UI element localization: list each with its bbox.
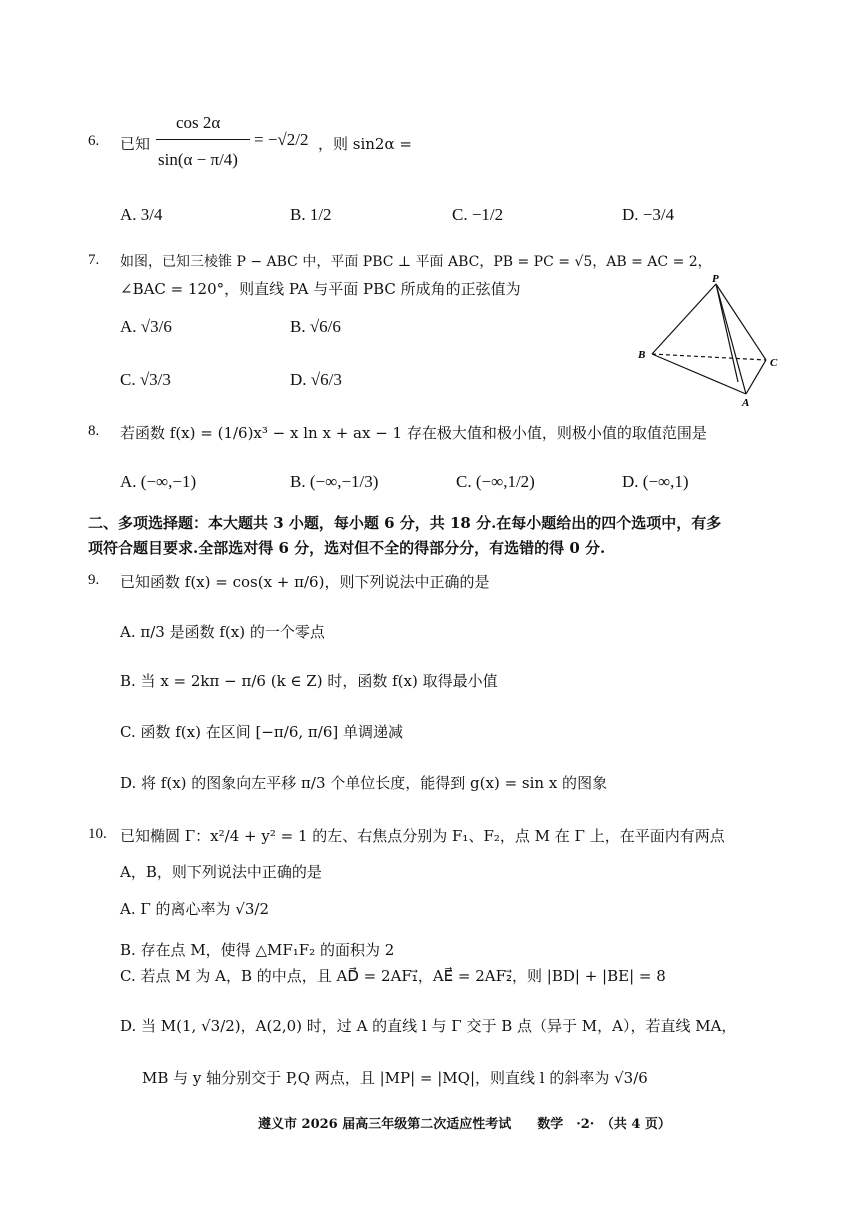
edge-pa: [716, 284, 746, 394]
q8-stem: 若函数 f(x) = (1/6)x³ − x ln x + ax − 1 存在极大值和极小值，则极小值的取值范围是: [120, 424, 707, 442]
q7-stem-line-2: ∠BAC = 120°，则直线 PA 与平面 PBC 所成角的正弦值为: [120, 280, 521, 298]
q6-fraction-denominator: sin(α − π/4): [158, 150, 238, 169]
q10-stem-line-1: 已知椭圆 Γ：x²/4 + y² = 1 的左、右焦点分别为 F₁、F₂，点 M 在 Γ 上，在平面内有两点: [120, 827, 725, 845]
q10-option-a: A. Γ 的离心率为 √3/2: [120, 900, 270, 918]
q7-number: 7.: [88, 252, 100, 268]
label-p: P: [712, 273, 719, 285]
label-b: B: [638, 349, 646, 361]
edge-pb: [652, 284, 716, 354]
pyramid-figure: [630, 272, 790, 412]
q6-rhs: = −√2/2: [254, 130, 309, 149]
q7-option-d: D. √6/3: [290, 370, 342, 389]
q10-stem-line-2: A，B，则下列说法中正确的是: [120, 863, 322, 881]
q9-option-b: B. 当 x = 2kπ − π/6 (k ∈ Z) 时，函数 f(x) 取得最小值: [120, 672, 498, 690]
q10-option-d-continued: MB 与 y 轴分别交于 P,Q 两点，且 |MP| = |MQ|，则直线 l 的斜率为 √3/6: [142, 1069, 648, 1087]
q6-stem-pre: 已知: [120, 135, 151, 153]
q9-option-c: C. 函数 f(x) 在区间 [−π/6, π/6] 单调递减: [120, 723, 403, 741]
page-footer: 遵义市 2026 届高三年级第二次适应性考试 数学 ·2· （共 4 页）: [258, 1117, 671, 1132]
edge-pc: [716, 284, 766, 360]
q6-stem-post: ，则 sin2α =: [318, 135, 412, 153]
q6-number: 6.: [88, 133, 100, 149]
q8-option-d: D. (−∞,1): [622, 472, 689, 491]
q6-fraction-bar: [156, 139, 250, 140]
q9-option-a: A. π/3 是函数 f(x) 的一个零点: [120, 623, 325, 641]
section-2-line-1: 二、多项选择题：本大题共 3 小题，每小题 6 分，共 18 分.在每小题给出的四个选项中，有多: [88, 514, 722, 532]
label-c: C: [770, 357, 778, 369]
section-2-line-2: 项符合题目要求.全部选对得 6 分，选对但不全的得部分分，有选错的得 0 分.: [88, 539, 606, 557]
q9-stem: 已知函数 f(x) = cos(x + π/6)，则下列说法中正确的是: [120, 573, 490, 591]
q10-option-b: B. 存在点 M，使得 △MF₁F₂ 的面积为 2: [120, 941, 395, 959]
q10-option-c: C. 若点 M 为 A，B 的中点，且 AD⃗ = 2AF₁⃗，AE⃗ = 2AF₂⃗，则 |BD| + |BE| = 8: [120, 967, 666, 985]
q6-fraction-numerator: cos 2α: [176, 113, 221, 132]
q8-option-b: B. (−∞,−1/3): [290, 472, 379, 491]
q6-option-a: A. 3/4: [120, 205, 163, 224]
edge-ca: [746, 360, 766, 394]
edge-p-foot: [716, 284, 738, 382]
q7-stem-line-1: 如图，已知三棱锥 P − ABC 中，平面 PBC ⊥ 平面 ABC，PB = PC = √5，AB = AC = 2，: [120, 254, 712, 270]
edge-bc-hidden: [652, 354, 766, 360]
q10-option-d: D. 当 M(1, √3/2)，A(2,0) 时，过 A 的直线 l 与 Γ 交于 B 点（异于 M，A），若直线 MA，: [120, 1017, 737, 1035]
q9-option-d: D. 将 f(x) 的图象向左平移 π/3 个单位长度，能得到 g(x) = sin x 的图象: [120, 774, 608, 792]
edge-ba: [652, 354, 746, 394]
q8-number: 8.: [88, 423, 100, 439]
q6-option-c: C. −1/2: [452, 205, 504, 224]
label-a: A: [742, 397, 750, 409]
q7-option-b: B. √6/6: [290, 317, 341, 336]
q8-option-a: A. (−∞,−1): [120, 472, 197, 491]
q6-option-b: B. 1/2: [290, 205, 332, 224]
q6-option-d: D. −3/4: [622, 205, 675, 224]
q8-option-c: C. (−∞,1/2): [456, 472, 535, 491]
q7-option-a: A. √3/6: [120, 317, 172, 336]
q9-number: 9.: [88, 572, 100, 588]
q7-option-c: C. √3/3: [120, 370, 171, 389]
q10-number: 10.: [88, 826, 107, 842]
